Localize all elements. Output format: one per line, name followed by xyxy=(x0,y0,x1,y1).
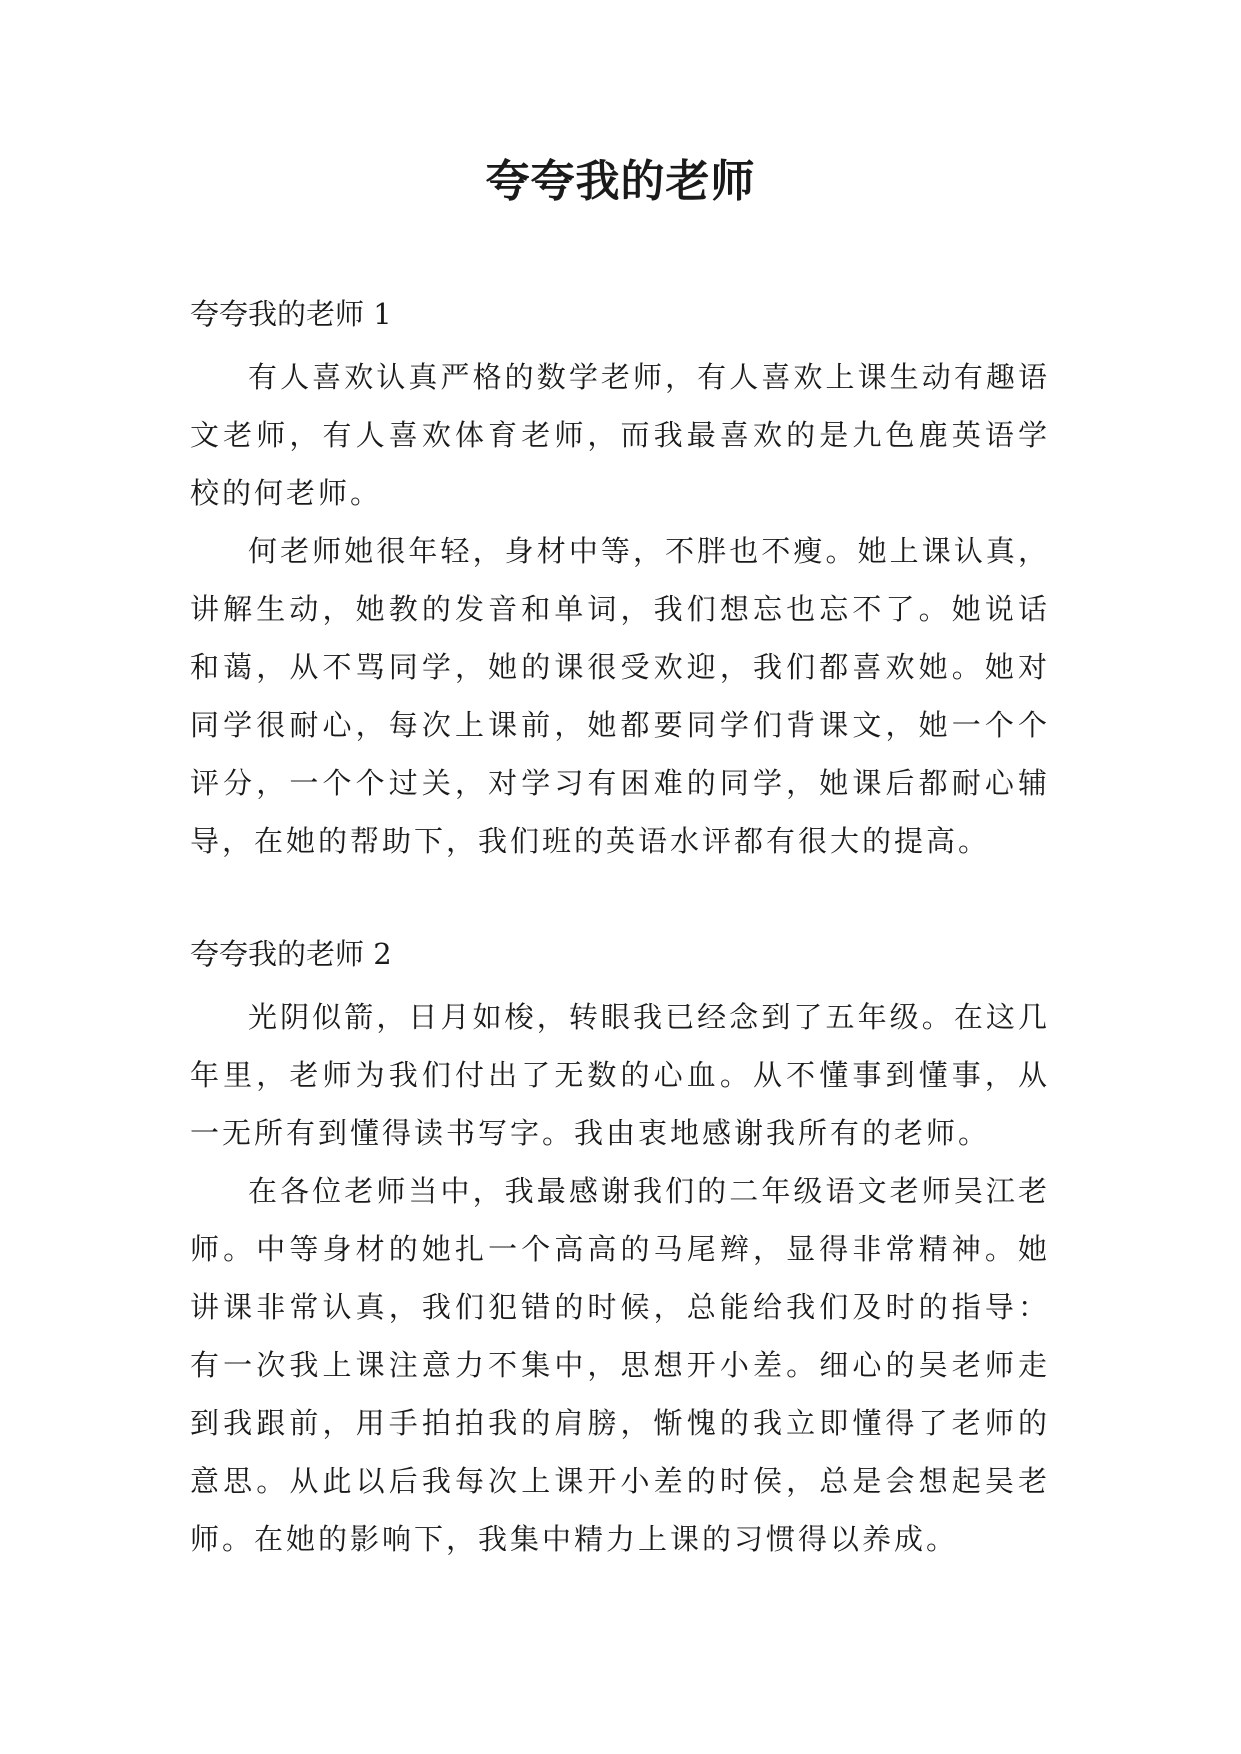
paragraph: 何老师她很年轻，身材中等，不胖也不瘦。她上课认真，讲解生动，她教的发音和单词，我们想忘也忘不了。她说话和蔼，从不骂同学，她的课很受欢迎，我们都喜欢她。她对同学很耐心，每次上课前，她都要同学们背课文，她一个个评分，一个个过关，对学习有困难的同学，她课后都耐心辅导，在她的帮助下，我们班的英语水评都有很大的提高。 xyxy=(190,534,1050,858)
paragraph: 在各位老师当中，我最感谢我们的二年级语文老师吴江老师。中等身材的她扎一个高高的马尾辫，显得非常精神。她讲课非常认真，我们犯错的时候，总能给我们及时的指导：有一次我上课注意力不集中，思想开小差。细心的吴老师走到我跟前，用手拍拍我的肩膀，惭愧的我立即懂得了老师的意思。从此以后我每次上课开小差的时侯，总是会想起吴老师。在她的影响下，我集中精力上课的习惯得以养成。 xyxy=(190,1174,1050,1556)
paragraph: 光阴似箭，日月如梭，转眼我已经念到了五年级。在这几年里，老师为我们付出了无数的心血。从不懂事到懂事，从一无所有到懂得读书写字。我由衷地感谢我所有的老师。 xyxy=(190,1000,1050,1150)
section-heading: 夸夸我的老师 1 xyxy=(190,297,392,331)
paragraph: 有人喜欢认真严格的数学老师，有人喜欢上课生动有趣语文老师，有人喜欢体育老师，而我最喜欢的是九色鹿英语学校的何老师。 xyxy=(190,360,1050,510)
document-title: 夸夸我的老师 xyxy=(485,156,756,207)
section-heading: 夸夸我的老师 2 xyxy=(190,937,392,971)
essay-section-2 xyxy=(190,930,1050,1568)
essay-section-1 xyxy=(190,290,1050,870)
